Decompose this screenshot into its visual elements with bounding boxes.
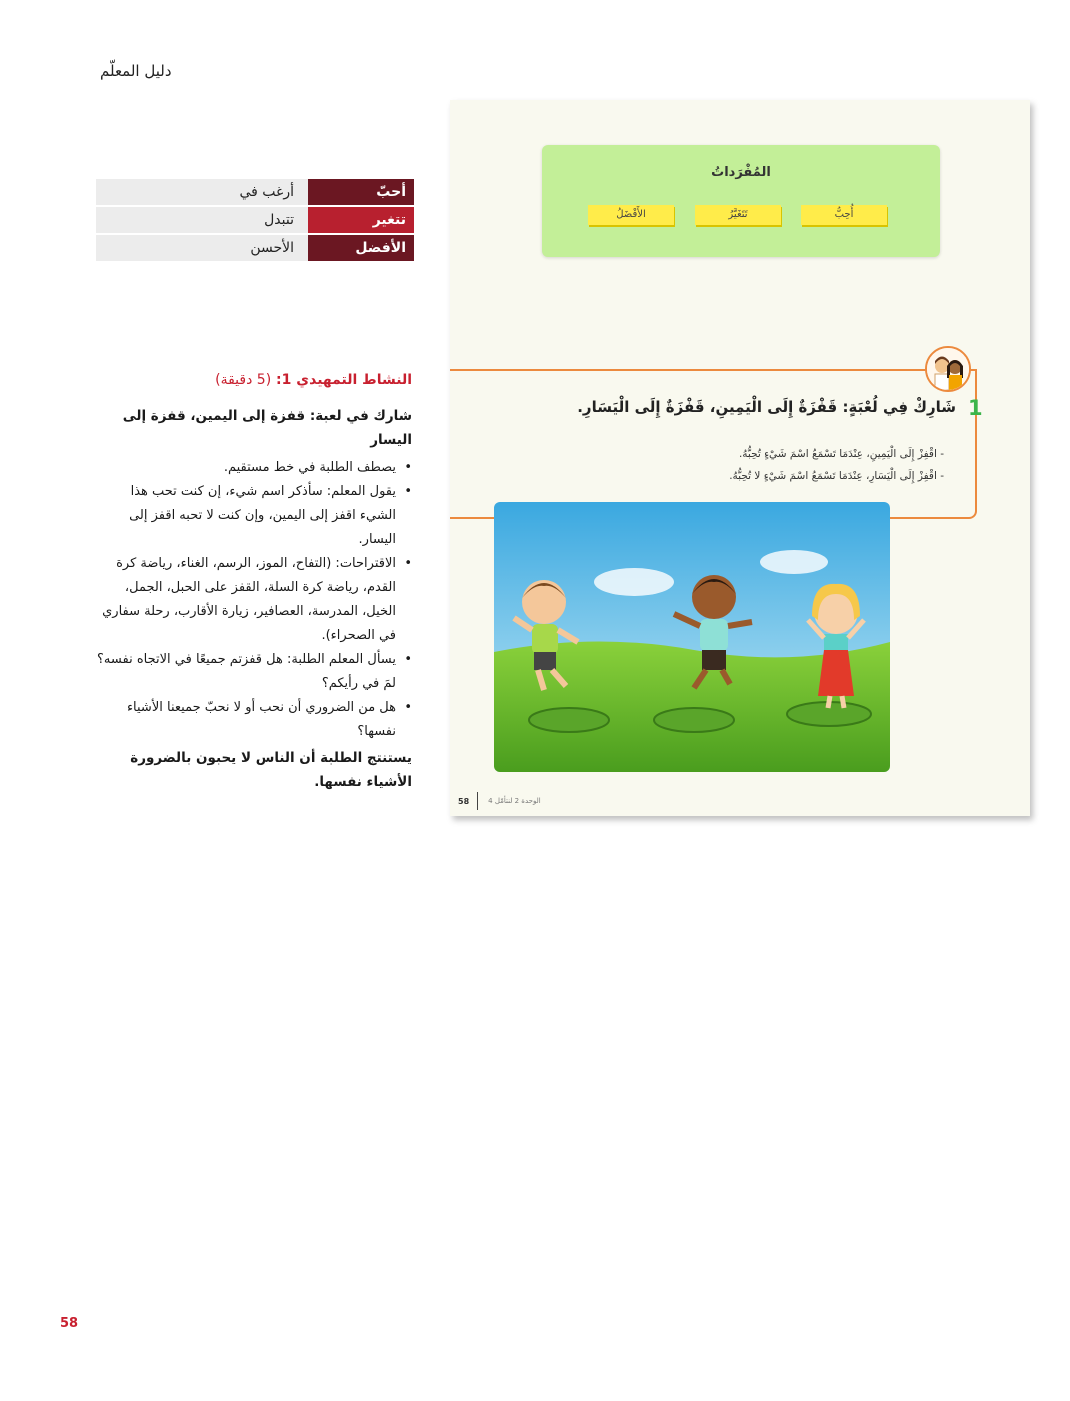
vocab-row <box>96 235 414 261</box>
page-number: 58 <box>60 1316 79 1331</box>
activity-title: النشاط التمهيدي 1: <box>276 372 412 388</box>
exercise-instruction: - اقْفِزْ إِلَى الْيَمِينِ، عِنْدَمَا تَسْمَعُ اسْمَ شَيْءٍ تُحِبُّهُ. <box>738 448 944 460</box>
vocabulary-table <box>96 179 414 263</box>
exercise-title: شَارِكْ فِي لُعْبَةٍ: قَفْزَةٌ إِلَى الْيَمِينِ، قَفْزَةٌ إِلَى الْيَسَارِ. <box>577 398 956 416</box>
vocab-word: أحبّ <box>308 179 414 205</box>
vocabulary-box <box>542 145 940 257</box>
activity-step: • هل من الضروري أن نحب أو لا نحبّ جميعنا الأشياء نفسها؟ <box>96 696 412 744</box>
vocab-word: تتغير <box>308 207 414 233</box>
vocab-meaning: تتبدل <box>96 207 308 233</box>
vocab-row <box>96 179 414 205</box>
exercise-instruction: - اقْفِزْ إِلَى الْيَسَارِ، عِنْدَمَا تَسْمَعُ اسْمَ شَيْءٍ لا تُحِبُّهُ. <box>729 470 944 482</box>
activity-heading <box>96 368 412 392</box>
activity-conclusion: يستنتج الطلبة أن الناس لا يحبون بالضرورة الأشياء نفسها. <box>130 750 412 790</box>
vocab-chip: أُحِبُّ <box>801 205 887 225</box>
vocab-word: الأفضل <box>308 235 414 261</box>
students-avatar-icon <box>925 346 971 392</box>
vocab-row <box>96 207 414 233</box>
footer-divider <box>477 792 478 810</box>
activity-duration: (5 دقيقة) <box>215 372 272 388</box>
activity-subtitle: شارك في لعبة: قفزة إلى اليمين، قفزة إلى اليسار <box>122 408 412 448</box>
activity-steps <box>96 456 412 744</box>
student-page-number: 58 <box>458 796 470 806</box>
activity-step: • يصطف الطلبة في خط مستقيم. <box>96 456 412 480</box>
vocab-meaning: أرغب في <box>96 179 308 205</box>
vocab-chip: الأَفْضَلُ <box>588 205 674 225</box>
student-page-footer <box>458 792 541 810</box>
exercise-number: 1 <box>968 396 983 420</box>
activity-step: • يسأل المعلم الطلبة: هل قفزتم جميعًا في الاتجاه نفسه؟ لمَ في رأيكم؟ <box>96 648 412 696</box>
footer-unit-label: الوحدة 2 لنتأمّل 4 <box>488 797 541 805</box>
vocab-meaning: الأحسن <box>96 235 308 261</box>
activity-step: • الاقتراحات: (التفاح، الموز، الرسم، الغناء، رياضة كرة القدم، رياضة كرة السلة، القفز على الحبل، الجمل، الخيل، المدرسة، العصافير، زيارة الأقارب، رحلة سفاري في الصحراء). <box>96 552 412 648</box>
vocab-chip: تَتَغَيَّرُ <box>695 205 781 225</box>
kids-jumping-illustration <box>494 502 890 772</box>
vocabulary-box-title: المُفْرَداتُ <box>711 165 771 180</box>
student-book-page <box>450 100 1030 816</box>
warmup-activity <box>96 368 412 794</box>
activity-step: • يقول المعلم: سأذكر اسم شيء، إن كنت تحب هذا الشيء اقفز إلى اليمين، وإن كنت لا تحبه اقفز إلى اليسار. <box>96 480 412 552</box>
exercise-frame <box>450 369 977 519</box>
guide-title: دليل المعلّم <box>100 62 172 80</box>
